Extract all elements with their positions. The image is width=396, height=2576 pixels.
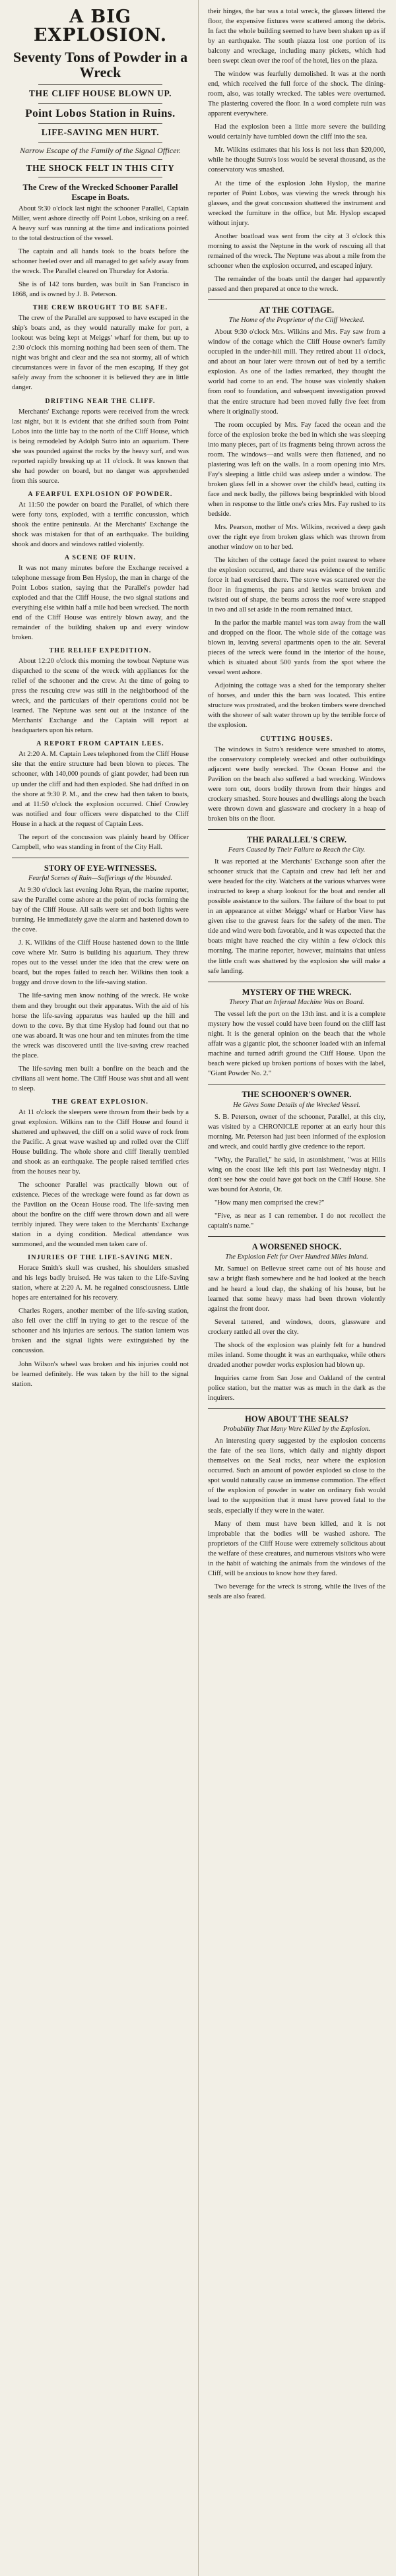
divider: [208, 299, 385, 300]
paragraph: The life-saving men built a bonfire on the beach and the civilians all went home. The Cliff House was shut and all went to sleep.: [12, 1065, 189, 1092]
subhead-seals: HOW ABOUT THE SEALS?: [245, 1414, 348, 1424]
section-cap: DRIFTING NEAR THE CLIFF.: [45, 397, 156, 405]
subhead-note: Theory That an Infernal Machine Was on Board.: [229, 998, 364, 1006]
paragraph: Mr. Wilkins estimates that his loss is not less than $20,000, while he thought Sutro's loss would be several thousand, as the conservatory was smashed.: [208, 146, 385, 174]
paragraph: At 9:30 o'clock last evening John Ryan, the marine reporter, saw the Parallel come ashore at the point of rocks forming the bay of the Cliff House. All sails were set and both lights were burning. He immediately gave the alarm and hastened down to the cove.: [12, 887, 189, 934]
paragraph: their hinges, the bar was a total wreck, the glasses littered the floor, the expensive fixtures were scattered among the debris. In fact the whole building seemed to have been shaken up as if by an earthquake. The south piazza lost one portion of its balcony and wreckage, including many pickets, which had been swept clean over the roof of the hotel, lies on the plaza.: [208, 8, 385, 65]
right-column: [198, 0, 396, 2576]
deck-seventy-tons: Seventy Tons of Powder in a Wreck: [13, 48, 188, 81]
paragraph: Horace Smith's skull was crushed, his shoulders smashed and his legs badly bruised. He was taken to the Life-Saving station, where at 2:20 A. M. he regained consciousness. Little hopes are entertained for his recovery.: [12, 1265, 189, 1302]
paragraph: Two beverage for the wreck is strong, while the lives of the seals are also feared.: [208, 1583, 385, 1600]
subhead-crew-escape: The Crew of the Wrecked Schooner Parallel Escape in Boats.: [22, 183, 178, 202]
subhead-at-the-cottage: AT THE COTTAGE.: [259, 305, 335, 315]
subhead-eye-witnesses: STORY OF EYE-WITNESSES.: [44, 863, 157, 873]
section-cap: CUTTING HOUSES.: [260, 735, 333, 743]
main-headline: A BIG EXPLOSION.: [33, 7, 168, 46]
paragraph: At 11:50 the powder on board the Parallel, of which there were forty tons, exploded, with a terrific concussion, which shook the entire peninsula. At the Merchants' Exchange the shock was mistaken for that of an earthquake. The building shook and doors and windows rattled violently.: [12, 501, 189, 548]
paragraph: The windows in Sutro's residence were smashed to atoms, the conservatory completely wrecked and other outbuildings adjacent were badly wrecked. The Ocean House and the Pavilion on the beach also suffered a bad wrecking. Windows were torn out, doors bodily thrown from their hinges and crockery smashed. Store houses and dwellings along the beach were thrown down and glassware and crockery in a heap of broken bits on the floor.: [208, 745, 385, 823]
divider: [38, 123, 162, 124]
paragraph: The remainder of the boats until the danger had apparently passed and then prepared at once to the wreck.: [208, 275, 385, 293]
section-cap: THE RELIEF EXPEDITION.: [49, 647, 152, 655]
paragraph: Mr. Samuel on Bellevue street came out of his house and saw a bright flash somewhere and he had looked at the beach and he heard a loud clap, the shaking of his house, but he learned that some heavy mass had been thrown violently against the front door.: [208, 1265, 385, 1313]
paragraph: J. K. Wilkins of the Cliff House hastened down to the little cove where Mr. Sutro is building his aquarium. They threw ropes out to the vessel under the idea that the crew were on board, but the ropes failed to reach her. Wilkins then took a buggy and drove down to the life-saving station.: [12, 939, 189, 987]
paragraph: Several tattered, and windows, doors, glassware and crockery rattled all over the city.: [208, 1318, 385, 1336]
section-cap: THE CREW BROUGHT TO BE SAFE.: [32, 304, 168, 312]
section-cap: A FEARFUL EXPLOSION OF POWDER.: [28, 490, 173, 498]
deck-cliff-house: THE CLIFF HOUSE BLOWN UP.: [28, 88, 172, 99]
paragraph: S. B. Peterson, owner of the schooner, Parallel, at this city, was visited by a CHRONICLE reporter at an early hour this morning. Mr. Peterson had just been informed of the explosion and wreck, and could hardly give credence to the report.: [208, 1113, 385, 1150]
paragraph: Had the explosion been a little more severe the building would certainly have tumbled down the cliff into the sea.: [208, 123, 385, 141]
paragraph: It was not many minutes before the Exchange received a telephone message from Ben Hyslop, the man in charge of the Point Lobos station, saying that the Parallel's powder had exploded and that the Cliff House, the two signal stations and everything else within half a mile had been wrecked. The north end of the Cliff House was entirely blown away, and the remainder of the building shaken up and every window broken.: [12, 564, 189, 642]
subhead-owner: THE SCHOONER'S OWNER.: [242, 1090, 352, 1100]
paragraph: It was reported at the Merchants' Exchange soon after the schooner struck that the Captain and crew had left her and were headed for the city. Watchers at the various wharves were instructed to keep a sharp lookout for the boat and render all possible assistance to the sailors. The failure of the boat to put in an appearance at either Meiggs' wharf or Harbor View has given rise to the gravest fears for the safety of the men. The tide and wind were both favorable, and it was expected that the boats might have reached the city within a few o'clock this morning. The marine reporter, however, maintains that unless the little craft was shattered by the explosion she will make a safe landing.: [208, 858, 385, 975]
subhead-note: The Explosion Felt for Over Hundred Miles Inland.: [225, 1253, 368, 1261]
paragraph: The schooner Parallel was practically blown out of existence. Pieces of the wreckage were found as far down as the Pavilion on the Ocean House road. The life-saving men about the bonfire on the cliff were thrown down and all were terribly injured. They were taken to the Merchants' Exchange station in a dying condition. Medical attendance was summoned, and the wounded men taken care of.: [12, 1181, 189, 1249]
paragraph: Adjoining the cottage was a shed for the temporary shelter of horses, and under this the barn was located. This entire structure was prostrated, and the broken timbers were drenched with the shower of salt water thrown up by the terrible force of the explosion.: [208, 682, 385, 730]
section-cap: INJURIES OF THE LIFE-SAVING MEN.: [28, 1254, 173, 1262]
deck-narrow-escape: Narrow Escape of the Family of the Signal Officer.: [20, 145, 181, 155]
subhead-note: The Home of the Proprietor of the Cliff Wrecked.: [228, 317, 365, 325]
divider: [38, 103, 162, 104]
section-cap: THE GREAT EXPLOSION.: [51, 1098, 149, 1106]
divider: [208, 1236, 385, 1237]
deck-life-saving: LIFE-SAVING MEN HURT.: [41, 127, 160, 138]
divider: [38, 159, 162, 160]
paragraph: The shock of the explosion was plainly felt for a hundred miles inland. Some thought it was an earthquake, while others dreaded another powder works explosion had blown up.: [208, 1341, 385, 1369]
subhead-mystery: MYSTERY OF THE WRECK.: [242, 987, 352, 997]
paragraph: The room occupied by Mrs. Fay faced the ocean and the force of the explosion broke the bed in which she was sleeping into many pieces, part of its fragments being thrown across the room. The windows—and walls were then flattened, and no plastering was left on the walls. In a room opening into Mrs. Fay's sleeping a little child was asleep under a window. The broken glass fell in a shower over the child's head, cutting its face and neck badly, the pillows being besprinkled with blood when in response to the little one's cries Mrs. Fay rushed to its bedside.: [208, 421, 385, 518]
paragraph: About 12:20 o'clock this morning the towboat Neptune was dispatched to the scene of the wreck with appliances for the relief of the schooner and the crew. At the time of going to press the rescuing crew was still in the neighborhood of the wreck, and the particulars of their operations could not be learned. The Neptune was sent out at the instance of the Merchants' Exchange and the Captain will report at headquarters upon his return.: [12, 658, 189, 735]
paragraph: "Five, as near as I can remember. I do not recollect the captain's name.": [208, 1212, 385, 1230]
paragraph: The crew of the Parallel are supposed to have escaped in the ship's boats and, as they would naturally make for port, a lookout was being kept at Meiggs' wharf for them, but up to 2:30 o'clock this morning nothing had been seen of them. The night was bright and clear and the sea not stormy, all of which circumstances were in favor of the men escaping. If they got safely away from the schooner it is believed they are in little danger.: [12, 315, 189, 392]
paragraph: The kitchen of the cottage faced the point nearest to where the explosion occurred, and there was evidence of the terrific force it had exercised there. The stove was scattered over the floor in fragments, the pans and kettles were broken and twisted out of shape, the beams across the roof were snapped in two and all set aside in the room remained intact.: [208, 556, 385, 614]
paragraph: About 9:30 o'clock Mrs. Wilkins and Mrs. Fay saw from a window of the cottage which the Cliff House owner's family occupied in the under-hill mill. They retired about 11 o'clock, and about an hour later were thrown out of bed by a terrific explosion. As one of the ladies remarked, they thought the world had come to an end. The house was violently shaken from roof to foundation, and subsequent investigation proved that the entire structure had been moved fully five feet from where it originally stood.: [208, 329, 385, 416]
paragraph: The vessel left the port on the 13th inst. and it is a complete mystery how the vessel could have been found on the cliff last night. It is the general opinion on the beach that the whole affair was a gigantic plot, the schooner loaded with an infernal machine and turned adrift ground the Cliff House. Upon the beach were picked up broken portions of boxes with the label, "Giant Powder No. 2.": [208, 1011, 385, 1078]
paragraph: At 11 o'clock the sleepers were thrown from their beds by a great explosion. Wilkins ran to the Cliff House and found it shattered and upheaved, the cliff on a solid wave of rock from the Pacific. A great wave washed up and rolled over the Cliff House building. The whole shore and cliff literally trembled and shook as an earthquake. The people raised terrified cries from the houses near by.: [12, 1108, 189, 1176]
paragraph: An interesting query suggested by the explosion concerns the fate of the sea lions, which daily and nightly disport themselves on the Seal rocks, near where the explosion occurred. Such an amount of powder exploded so close to the spot would naturally cause an immense commotion. The effect of the explosion of powder in water on ordinary fish would lead to the supposition that it must have proved fatal to the seals, especially if they were in the water.: [208, 1437, 385, 1515]
paragraph: Merchants' Exchange reports were received from the wreck last night, but it is evident that she drifted south from Point Lobos into the little bay to the north of the Cliff House, which is being remodeled by Adolph Sutro into an aquarium. There she was pounded against the rocks by the heavy surf, and was reported rapidly breaking up at 11 o'clock. It was known that she had powder on board, but no danger was apprehended from this source.: [12, 408, 189, 485]
paragraph: The window was fearfully demolished. It was at the north end, which received the full force of the shock. The dining-room, also, was totally wrecked. The tables were overturned. The plastering covered the floor. In a word complete ruin was apparent everywhere.: [208, 71, 385, 118]
subhead-note: He Gives Some Details of the Wrecked Vessel.: [233, 1101, 360, 1109]
section-cap: A REPORT FROM CAPTAIN LEES.: [36, 740, 164, 748]
divider: [208, 829, 385, 830]
subhead-note: Probability That Many Were Killed by the Explosion.: [223, 1426, 370, 1433]
subhead-shock: A WORSENED SHOCK.: [251, 1242, 342, 1251]
subhead-note: Fears Caused by Their Failure to Reach the City.: [228, 846, 366, 854]
paragraph: Mrs. Pearson, mother of Mrs. Wilkins, received a deep gash over the right eye from broken glass which was thrown from another window on to her bed.: [208, 523, 385, 551]
paragraph: Charles Rogers, another member of the life-saving station, also fell over the cliff in trying to get to the rescue of the schooner and his injuries are serious. The station lantern was broken and the signal lights were extinguished by the concussion.: [12, 1307, 189, 1355]
deck-shock-felt: THE SHOCK FELT IN THIS CITY: [26, 162, 175, 173]
paragraph: At 2:20 A. M. Captain Lees telephoned from the Cliff House site that the entire structure had been blown to pieces. The schooner, with 140,000 pounds of giant powder, had been run up under the cliff and had then exploded. She had drifted in on the shore at 9:30 P. M., and the crew had then taken to boats, and at 11:50 o'clock the explosion occurred. Chief Crowley was notified and four officers were dispatched to the Cliff House in a hack at the request of Captain Lees.: [12, 751, 189, 828]
paragraph: She is of 142 tons burden, was built in San Francisco in 1868, and is owned by J. B. Peterson.: [12, 281, 189, 299]
divider: [38, 84, 162, 85]
paragraph: Inquiries came from San Jose and Oakland of the central police station, but the matter was as much in the dark as the inquirers.: [208, 1374, 385, 1402]
paragraph: "Why, the Parallel," he said, in astonishment, "was at Hills wing on the coast like left this port last Wednesday night. I don't see how she could have got back on the Cliff House. She was bound for Astoria, Or.: [208, 1156, 385, 1193]
paragraph: "How many men comprised the crew?": [214, 1199, 325, 1207]
divider: [208, 1408, 385, 1409]
paragraph: The life-saving men know nothing of the wreck. He woke them and they brought out their apparatus. With the aid of his horse the life-saving apparatus was hauled up the hill and down to the cove. By that time Hyslop had found out that no one was aboard. It was one hour and ten minutes from the time the wreck was discovered until the live-saving crew reached the place.: [12, 992, 189, 1059]
deck-point-lobos: Point Lobos Station in Ruins.: [25, 106, 176, 119]
paragraph: In the parlor the marble mantel was torn away from the wall and dropped on the floor. The whole side of the cottage was blown in, leaving several apartments open to the air. Several pieces of the wreck were found in the interior of the house, which is situated about 500 yards from the spot where the vessel went ashore.: [208, 619, 385, 677]
paragraph: At the time of the explosion John Hyslop, the marine reporter of Point Lobos, was viewing the wreck through his glasses, and the great concussion shattered the instrument and wrecked the furniture in the office, but Mr. Hyslop escaped without injury.: [208, 179, 385, 227]
paragraph: The report of the concussion was plainly heard by Officer Campbell, who was standing in front of the City Hall.: [12, 833, 189, 851]
paragraph: Another boatload was sent from the city at 3 o'clock this morning to assist the Neptune in the work of rescuing all that remained of the wreck. The Neptune was about a mile from the schooner when the explosion occurred, and escaped injury.: [208, 232, 385, 270]
subhead-parallel-crew: THE PARALLEL'S CREW.: [246, 834, 347, 844]
paragraph: The captain and all hands took to the boats before the schooner heeled over and all managed to get safely away from the wreck. The Parallel cleared on Thursday for Astoria.: [12, 248, 189, 276]
subhead-note: Fearful Scenes of Ruin—Sufferings of the Wounded.: [28, 875, 173, 883]
paragraph: John Wilson's wheel was broken and his injuries could not be learned definitely. He was taken by the hill to the signal station.: [12, 1360, 189, 1388]
paragraph: About 9:30 o'clock last night the schooner Parallel, Captain Miller, went ashore directly off Point Lobos, striking on a reef. A heavy surf was running at the time and indications pointed to the total destruction of the vessel.: [12, 204, 189, 243]
paragraph: Many of them must have been killed, and it is not improbable that the bodies will be washed ashore. The proprietors of the Cliff House were extremely solicitous about the welfare of these creatures, and numerous visitors who were in the habit of watching the animals from the windows of the Cliff, will be anxious to know how they fared.: [208, 1520, 385, 1577]
section-cap: A SCENE OF RUIN.: [64, 553, 137, 561]
